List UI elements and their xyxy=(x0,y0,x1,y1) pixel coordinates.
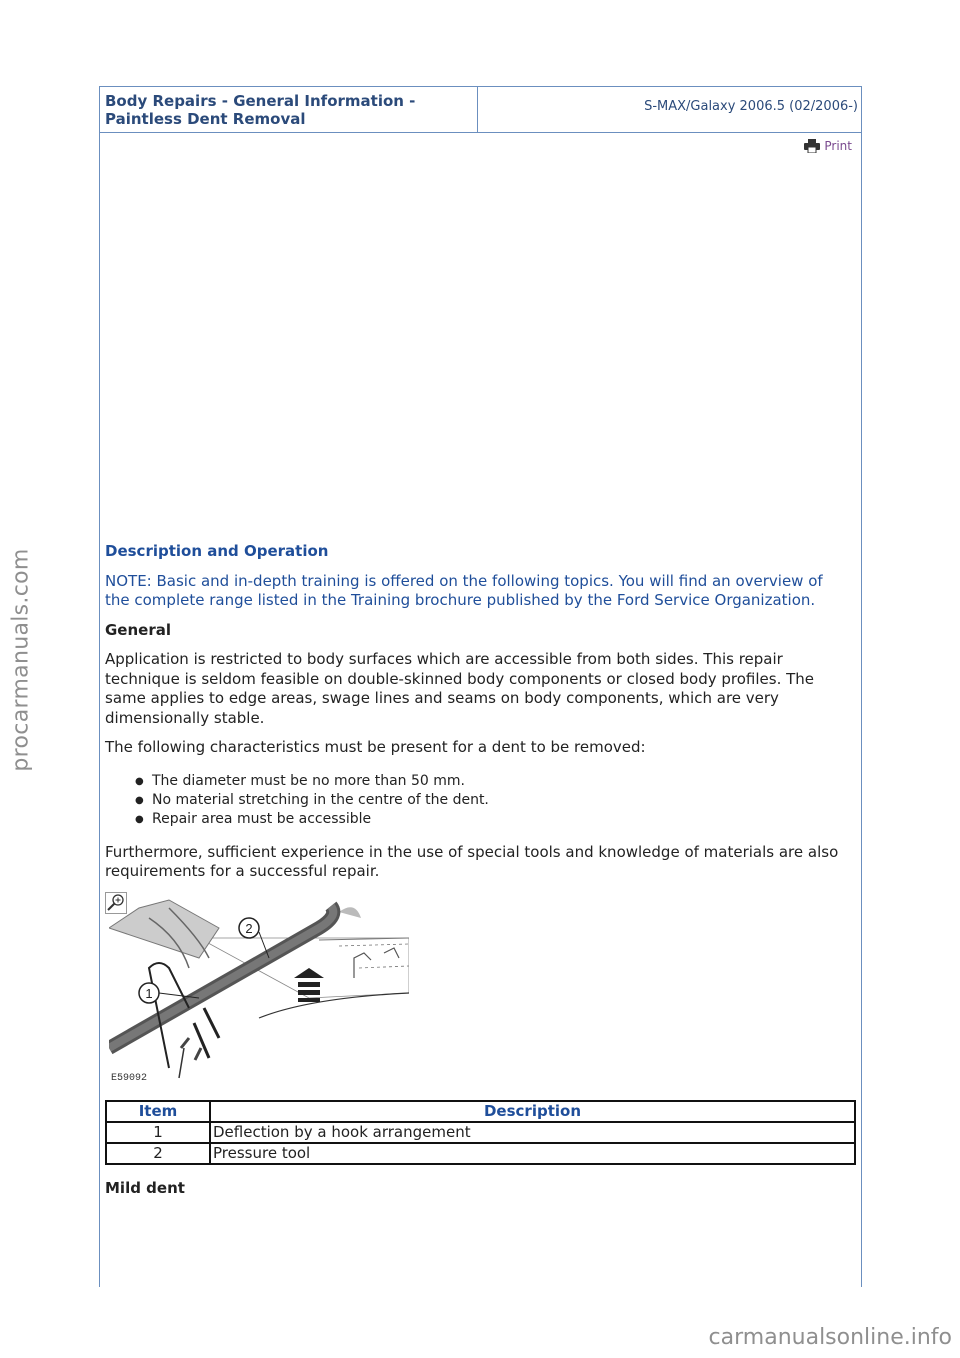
footer-watermark: carmanualsonline.info xyxy=(708,1325,952,1350)
item-number: 1 xyxy=(106,1122,210,1143)
item-description: Pressure tool xyxy=(210,1143,855,1164)
general-heading: General xyxy=(105,620,171,639)
item-number: 2 xyxy=(106,1143,210,1164)
items-table xyxy=(105,1100,856,1165)
requirements-list xyxy=(105,772,850,829)
column-header-item: Item xyxy=(106,1101,210,1122)
model-label: S-MAX/Galaxy 2006.5 (02/2006-) xyxy=(644,99,858,114)
paragraph-experience: Furthermore, sufficient experience in the use of special tools and knowledge of materials are also requirements for a successful repair. xyxy=(105,842,839,880)
dent-removal-figure xyxy=(105,892,415,1086)
paragraph-characteristics: The following characteristics must be present for a dent to be removed: xyxy=(105,738,646,756)
list-item: ● No material stretching in the centre of the dent. xyxy=(152,791,850,810)
page-header xyxy=(100,87,861,133)
page-title: Body Repairs - General Information - Paintless Dent Removal xyxy=(100,87,478,132)
callout-1: 1 xyxy=(145,985,153,1001)
callout-2: 2 xyxy=(245,920,253,936)
main-content xyxy=(105,542,850,1198)
page-frame xyxy=(99,86,862,1287)
table-header-row xyxy=(106,1101,855,1122)
side-watermark: procarmanuals.com xyxy=(8,548,34,772)
column-header-description: Description xyxy=(210,1101,855,1122)
print-label: Print xyxy=(824,139,852,153)
mild-dent-heading: Mild dent xyxy=(105,1178,185,1197)
print-button[interactable] xyxy=(804,139,852,153)
table-row xyxy=(106,1122,855,1143)
table-row xyxy=(106,1143,855,1164)
list-item: ● The diameter must be no more than 50 mm. xyxy=(152,772,850,791)
technical-illustration xyxy=(109,898,409,1084)
training-note: NOTE: Basic and in-depth training is offered on the following topics. You will find an overview of the complete range listed in the Training brochure published by the Ford Service Organization. xyxy=(105,571,823,609)
printer-icon xyxy=(804,139,820,153)
section-title: Description and Operation xyxy=(105,542,329,560)
figure-label: E59092 xyxy=(111,1072,148,1084)
item-description: Deflection by a hook arrangement xyxy=(210,1122,855,1143)
paragraph-application: Application is restricted to body surfaces which are accessible from both sides. This repair technique is seldom feasible on double-skinned body components or closed body profiles. The same applies to edge areas, swage lines and seams on body components, which are very dimensionally stable. xyxy=(105,650,814,727)
list-item: ● Repair area must be accessible xyxy=(152,810,850,829)
